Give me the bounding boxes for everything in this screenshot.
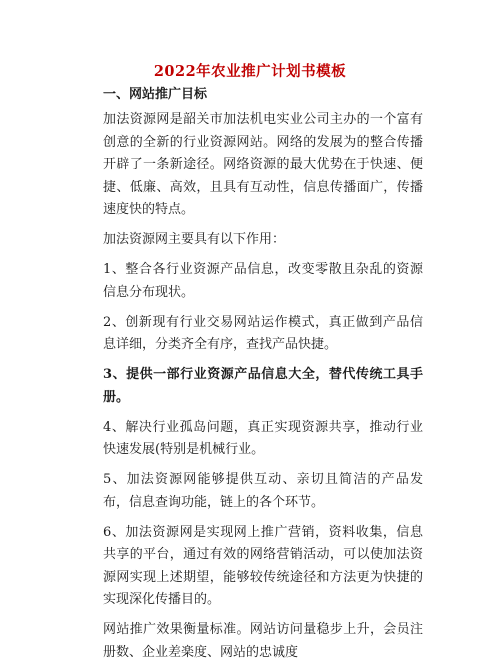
list-item: 5、加法资源网能够提供互动、亲切且简洁的产品发布，信息查询功能，链上的各个环节。 <box>103 472 423 510</box>
list-item: 3、提供一部行业资源产品信息大全，替代传统工具手册。 <box>103 367 423 405</box>
list-item: 2、创新现有行业交易网站运作模式，真正做到产品信息详细，分类齐全有序，查找产品快捷。 <box>103 314 423 352</box>
document-body <box>103 84 423 664</box>
paragraph: 网站推广效果衡量标准。网站访问量稳步上升，会员注册数、企业差楽度、网站的忠诚度 <box>103 622 423 660</box>
document-title: 2022年农业推广计划书模板 <box>153 63 347 80</box>
list-item: 1、整合各行业资源产品信息，改变零散且杂乱的资源信息分布现状。 <box>103 262 423 300</box>
list-item: 4、解决行业孤岛问题，真正实现资源共享，推动行业快速发展(特别是机械行业。 <box>103 419 423 457</box>
list-item: 6、加法资源网是实现网上推广营销，资料收集，信息共享的平台，通过有效的网络营销活动，可以使加法资源网实现上述期望，能够较传统途径和方法更为快捷的实现深化传播目的。 <box>103 524 423 607</box>
paragraph: 加法资源网主要具有以下作用： <box>103 232 286 247</box>
section-heading: 一、网站推广目标 <box>103 87 208 102</box>
paragraph: 加法资源网是韶关市加法机电实业公司主办的一个富有创意的全新的行业资源网站。网络的发展为的整合传播开辟了一条新途径。网络资源的最大优势在于快速、便捷、低廉、高效，且具有互动性，信息传播面广，传播速度快的特点。 <box>103 112 423 217</box>
